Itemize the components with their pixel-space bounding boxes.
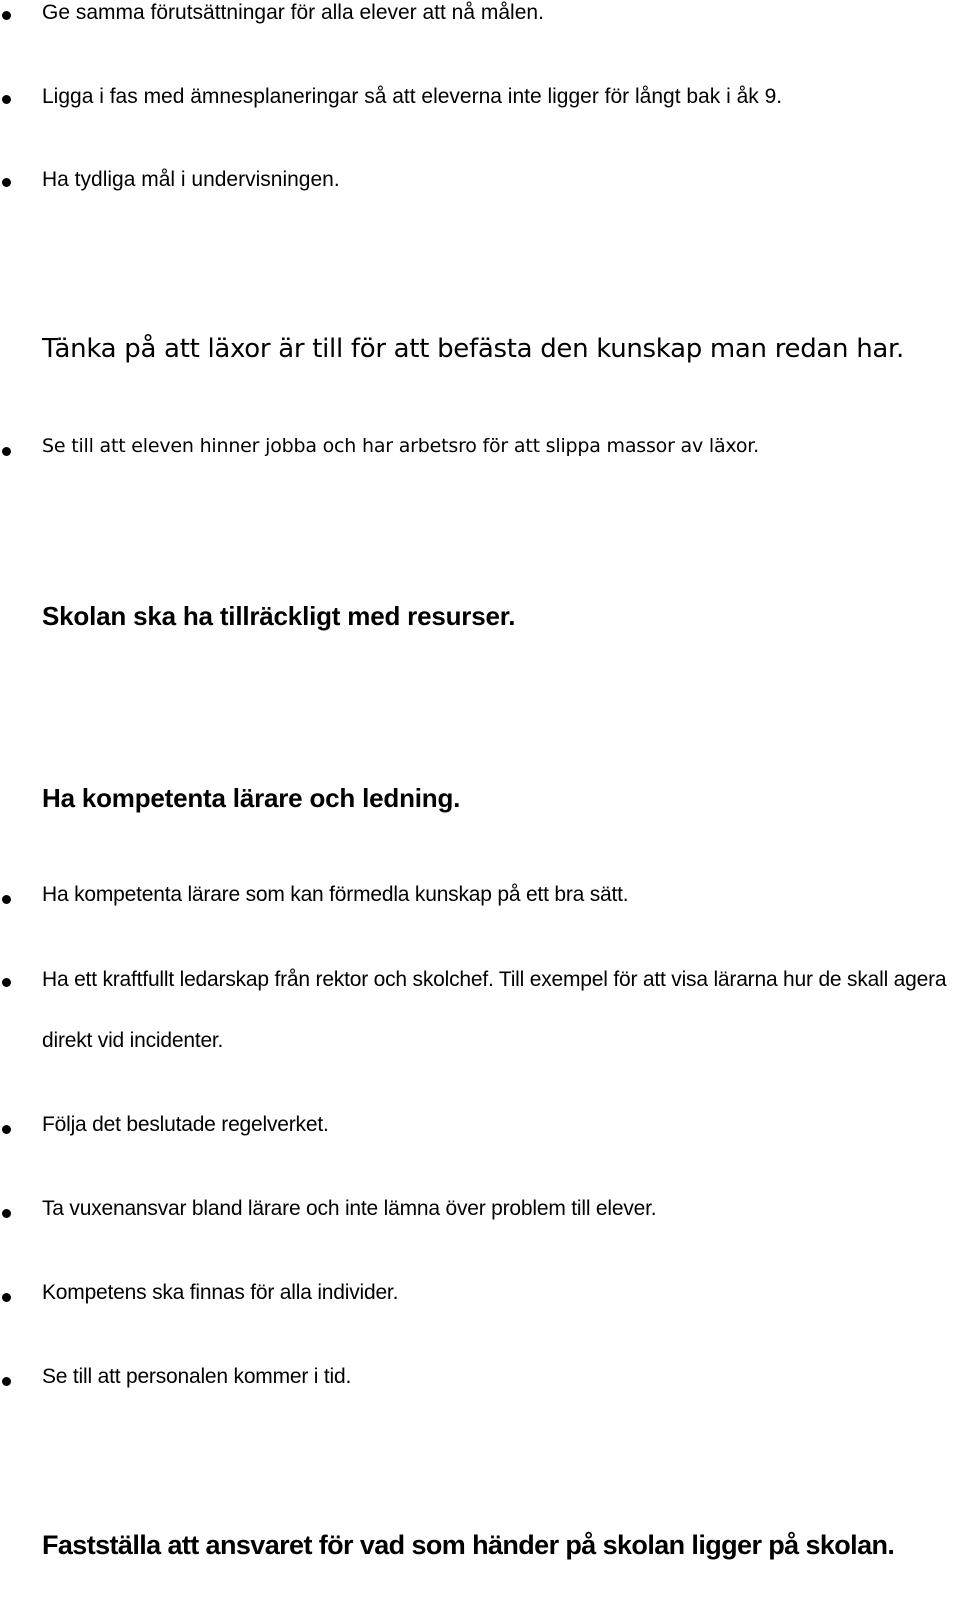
bullet-icon	[2, 1209, 11, 1218]
heading-text: Fastställa att ansvaret för vad som händer på skolan ligger på skolan.	[42, 1530, 895, 1560]
bullet-icon	[2, 11, 11, 20]
bullet-icon	[2, 1377, 11, 1386]
bullet-icon	[2, 978, 11, 987]
bullet-icon	[2, 1125, 11, 1134]
bullet-icon	[2, 95, 11, 104]
list-item-text: Följa det beslutade regelverket.	[42, 1113, 329, 1136]
bullet-icon	[2, 178, 11, 187]
bullet-icon	[2, 447, 11, 456]
bullet-icon	[2, 895, 11, 904]
bullet-icon	[2, 1293, 11, 1302]
list-item-text: Ha tydliga mål i undervisningen.	[42, 168, 340, 191]
heading-text: Tänka på att läxor är till för att befästa den kunskap man redan har.	[42, 334, 904, 364]
list-item-text: Ha kompetenta lärare som kan förmedla kunskap på ett bra sätt.	[42, 883, 629, 906]
list-item-text: Se till att eleven hinner jobba och har arbetsro för att slippa massor av läxor.	[42, 435, 759, 457]
heading-text: Skolan ska ha tillräckligt med resurser.	[42, 601, 516, 631]
list-item-text: Ge samma förutsättningar för alla elever att nå målen.	[42, 1, 544, 24]
list-item-text: Ligga i fas med ämnesplaneringar så att eleverna inte ligger för långt bak i åk 9.	[42, 85, 783, 108]
list-item-text: Ta vuxenansvar bland lärare och inte lämna över problem till elever.	[42, 1197, 657, 1220]
list-item-text: Kompetens ska finnas för alla individer.	[42, 1281, 399, 1304]
heading-text: Ha kompetenta lärare och ledning.	[42, 783, 461, 813]
list-item-text: Ha ett kraftfullt ledarskap från rektor och skolchef. Till exempel för att visa lärarna hur de skall agera direkt vid incidenter.	[42, 968, 947, 1052]
list-item-text: Se till att personalen kommer i tid.	[42, 1365, 352, 1388]
